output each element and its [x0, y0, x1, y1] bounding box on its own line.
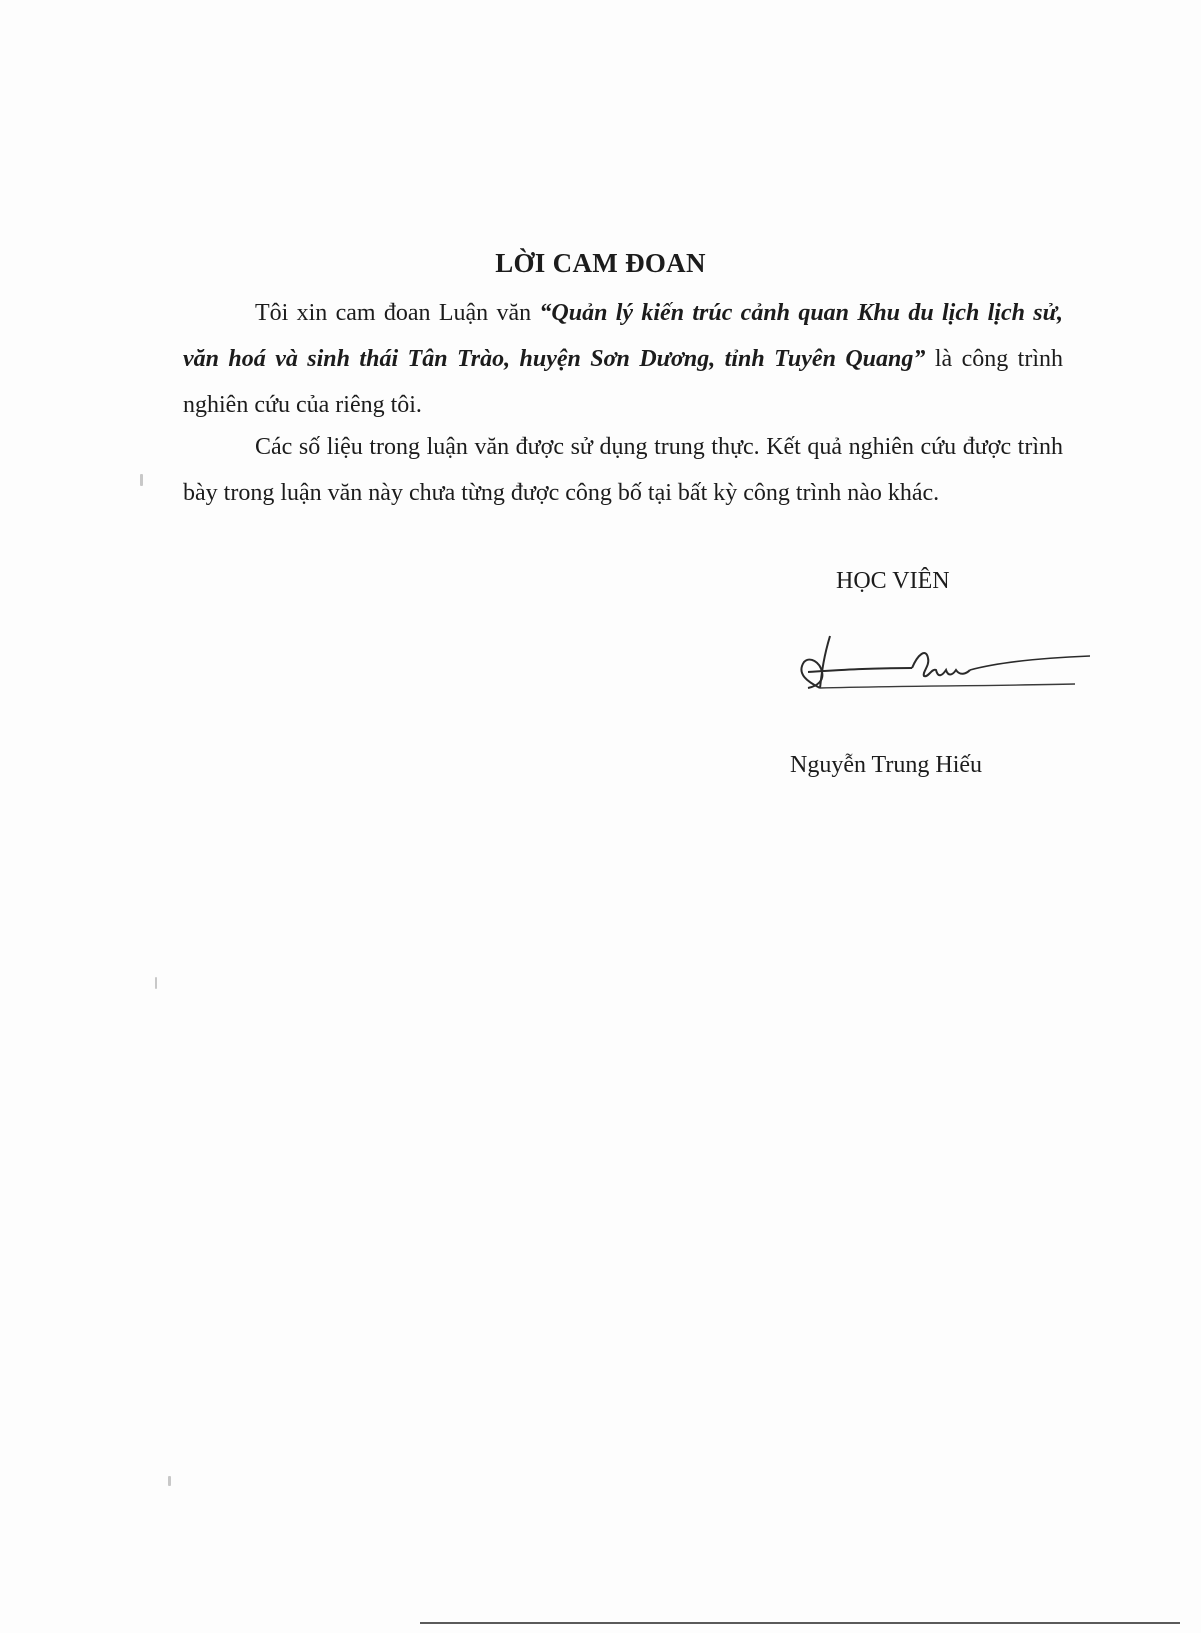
page-title: LỜI CAM ĐOAN — [495, 248, 706, 278]
handwritten-signature — [800, 626, 1090, 726]
thesis-title: “Quản lý kiến trúc cảnh quan Khu du lịch lịch sử, văn hoá và sinh thái Tân Trào, huyện Sơn Dương, tỉnh Tuyên Quang” — [183, 300, 1063, 372]
scan-speck — [140, 474, 143, 486]
scan-speck — [155, 977, 157, 989]
scan-speck — [168, 1476, 171, 1486]
data-integrity-paragraph: Các số liệu trong luận văn được sử dụng trung thực. Kết quả nghiên cứu được trình bày trong luận văn này chưa từng được công bố tại bất kỳ công trình nào khác. — [183, 434, 1063, 506]
declaration-outro: là công trình nghiên cứu của riêng tôi. — [183, 346, 1063, 418]
page-bottom-edge — [420, 1622, 1180, 1624]
declaration-paragraph — [183, 290, 1063, 428]
declaration-intro: Tôi xin cam đoan Luận văn — [255, 300, 540, 326]
student-name: Nguyễn Trung Hiếu — [790, 752, 983, 778]
signature-role-label: HỌC VIÊN — [836, 568, 950, 594]
